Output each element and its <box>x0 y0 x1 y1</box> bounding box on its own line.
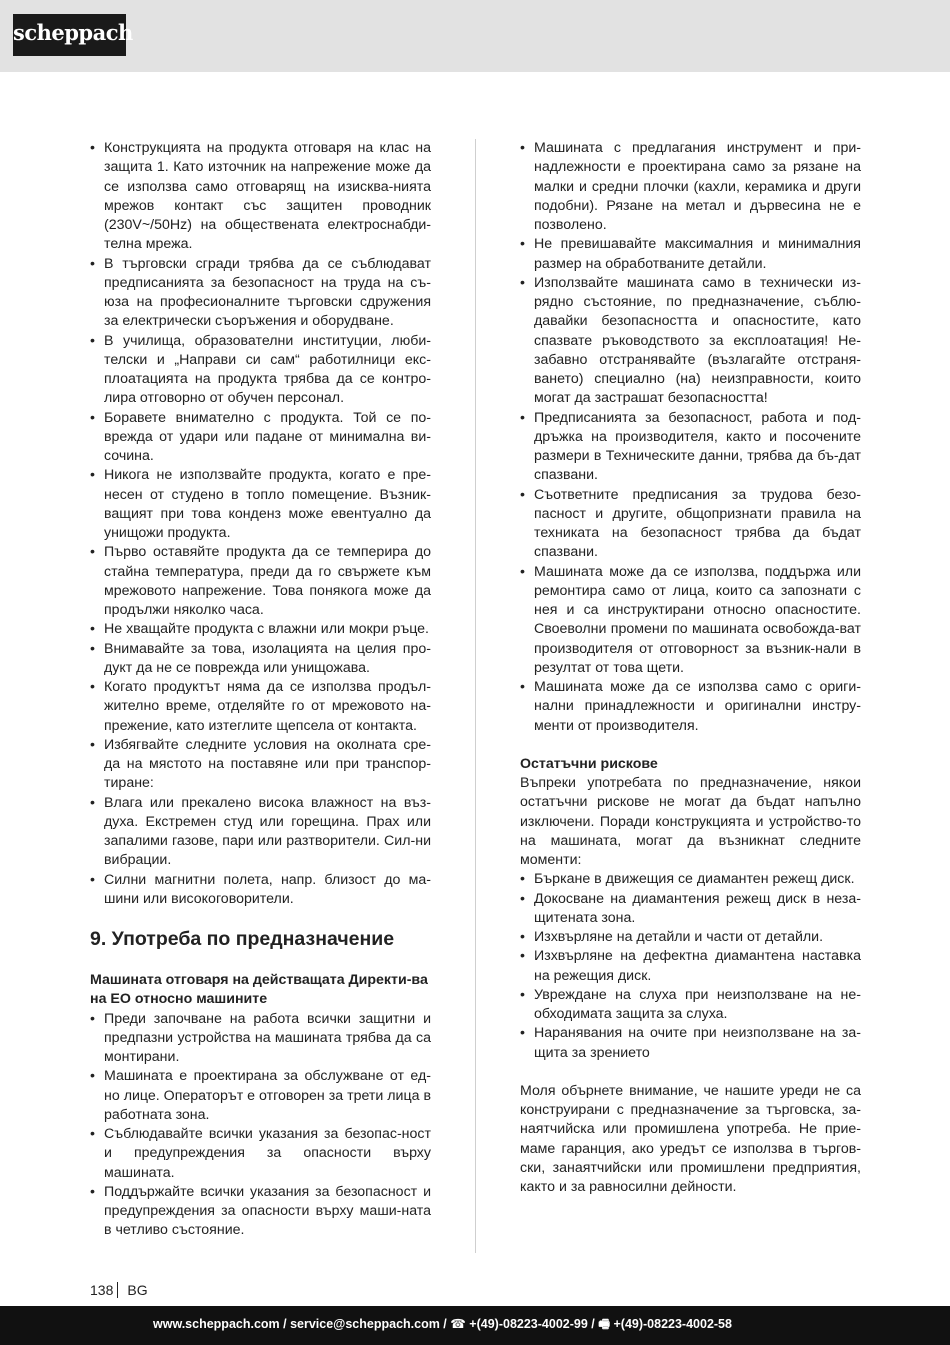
left-column <box>90 139 431 1241</box>
left-bullet-list-bottom <box>90 1010 431 1241</box>
list-item: • Внимавайте за това, изолацията на целия про-дукт да не се поврежда или унищожава. <box>90 640 431 679</box>
left-bullet-list-top <box>90 139 431 909</box>
list-item: • Машината може да се използва само с ориги-нални принадлежности и оригинални инстру-менти от производителя. <box>520 678 861 736</box>
list-item: • Не превишавайте максималния и минималния размер на обработваните детайли. <box>520 235 861 274</box>
residual-risks-heading: Остатъчни рискове <box>520 755 658 772</box>
brand-logo <box>13 14 133 56</box>
list-item: • В училища, образователни институции, люби-телски и „Направи си сам“ работилници екс-плоатацията на продукта трябва да се контро-лира отговорно от обучен персонал. <box>90 332 431 409</box>
list-item: • Първо оставяйте продукта да се темперира до стайна температура, преди да го свържете към мрежовото напрежение. Това понякога може да продължи няколко часа. <box>90 543 431 620</box>
section-title: 9. Употреба по предназначение <box>90 928 395 950</box>
list-item: • Не хващайте продукта с влажни или мокри ръце. <box>90 620 431 639</box>
list-item: • Конструкцията на продукта отговаря на клас на защита 1. Като източник на напрежение може да се използва само отговарящ на изисква-нията мрежов контакт със защитен проводник (230V~/50Hz) на обществената електроснабди-телна мрежа. <box>90 139 431 255</box>
list-item: • Докосване на диамантения режещ диск в неза-щитената зона. <box>520 890 861 929</box>
list-item: • Изхвърляне на дефектна диамантена наставка на режещия диск. <box>520 947 861 986</box>
list-item: • Увреждане на слуха при неизползване на не-обходимата защита за слуха. <box>520 986 861 1025</box>
residual-risks-intro: Въпреки употребата по предназначение, някои остатъчни рискове не могат да бъдат напълно изключени. Поради конструкцията и устройство-то на машината, могат да възникнат следните моменти: <box>520 775 861 868</box>
contact-bar <box>0 1306 950 1345</box>
subheading: Машината отговаря на действащата Директи-ва на ЕО относно машините <box>90 972 428 1008</box>
list-item: • Избягвайте следните условия на околната сре-да на мястото на поставяне или при транспор-тиране: <box>90 736 431 794</box>
right-bullet-list-top <box>520 139 861 736</box>
list-item: • Машината може да се използва, поддържа или ремонтира само от лица, които са запознати с нея и са инструктирани относно опасностите. Своеволни промени по машината освобожда-ват производителя от отговорност за възник-нали в резултат от това щети. <box>520 563 861 679</box>
list-item: • Машината с предлагания инструмент и при-надлежности е проектирана само за рязане на малки и средни плочки (кахли, керамика и други подобни). Рязане на метал и дървесина не е позволено. <box>520 139 861 235</box>
list-item: • В търговски сгради трябва да се съблюдават предписанията за безопасност на труда на съ-юза на професионалните търговски сдружения за електрически съоръжения и оборудване. <box>90 255 431 332</box>
list-item: • Изхвърляне на детайли и части от детайли. <box>520 928 861 947</box>
list-item: • Предписанията за безопасност, работа и под-дръжка на производителя, както и посочените размери в Техническите данни, трябва да бъ-дат спазвани. <box>520 409 861 486</box>
list-item: • Боравете внимателно с продукта. Той се по-врежда от удари или падане от минимална ви-сочина. <box>90 409 431 467</box>
footer-separator <box>117 1282 118 1298</box>
residual-risks-list <box>520 870 861 1063</box>
list-item: • Поддържайте всички указания за безопасност и предупреждения за опасности върху маши-ната в четливо състояние. <box>90 1183 431 1241</box>
column-divider <box>475 139 476 1253</box>
right-column <box>520 139 861 1197</box>
language-code: BG <box>127 1282 148 1298</box>
list-item: • Когато продуктът няма да се използва продъл-жително време, отделяйте го от мрежовото на-прежение, като изтеглите щепсела от контакта. <box>90 678 431 736</box>
brand-logo-text: scheppach <box>13 20 133 45</box>
list-item: • Преди започване на работа всички защитни и предпазни устройства на машината трябва да са монтирани. <box>90 1010 431 1068</box>
list-item: • Съответните предписания за трудова безо-пасност и другите, общопризнати правила на техниката на безопасност трябва да бъдат спазвани. <box>520 486 861 563</box>
list-item: • Бъркане в движещия се диамантен режещ диск. <box>520 870 861 889</box>
spacer <box>520 1063 861 1082</box>
page-number: 138 <box>90 1282 114 1298</box>
list-item: • Наранявания на очите при неизползване на за-щита за зрението <box>520 1024 861 1063</box>
list-item: • Машината е проектирана за обслужване от ед-но лице. Операторът е отговорен за трети лица в работната зона. <box>90 1067 431 1125</box>
warranty-note: Моля обърнете внимание, че нашите уреди не са конструирани с предназначение за търговска, за-наятчийска или промишлена употреба. Не прие-маме гаранция, ако уредът се използва в търгов-ски, занаятчийски или промишлени предприятия, както и за равносилни дейности. <box>520 1082 861 1195</box>
list-item: • Съблюдавайте всички указания за безопас-ност и предупреждения за опасности върху машината. <box>90 1125 431 1183</box>
page-footer <box>90 1281 148 1299</box>
list-item: • Никога не използвайте продукта, когато е пре-несен от студено в топло помещение. Възник-ващият при това конденз може евентуално да унищожи продукта. <box>90 466 431 543</box>
spacer <box>520 736 861 755</box>
header-bar <box>0 0 950 72</box>
list-item: • Силни магнитни полета, напр. близост до ма-шини или високоговорители. <box>90 871 431 910</box>
contact-line[interactable]: www.scheppach.com / service@scheppach.com / ☎ +(49)-08223-4002-99 / 🖷 +(49)-08223-4002-58 <box>153 1317 732 1331</box>
list-item: • Влага или прекалено висока влажност на въз-духа. Екстремен студ или горещина. Прах или запалими газове, пари или разтворители. Сил-ни вибрации. <box>90 794 431 871</box>
list-item: • Използвайте машината само в технически из-рядно състояние, по предназначение, съблю-давайки безопасността и опасностите, като спазвате ръководството за експлоатация! Не-забавно отстранявайте (възлагайте отстраня-ването) специално (на) неизправности, които могат да застрашат безопасността! <box>520 274 861 409</box>
